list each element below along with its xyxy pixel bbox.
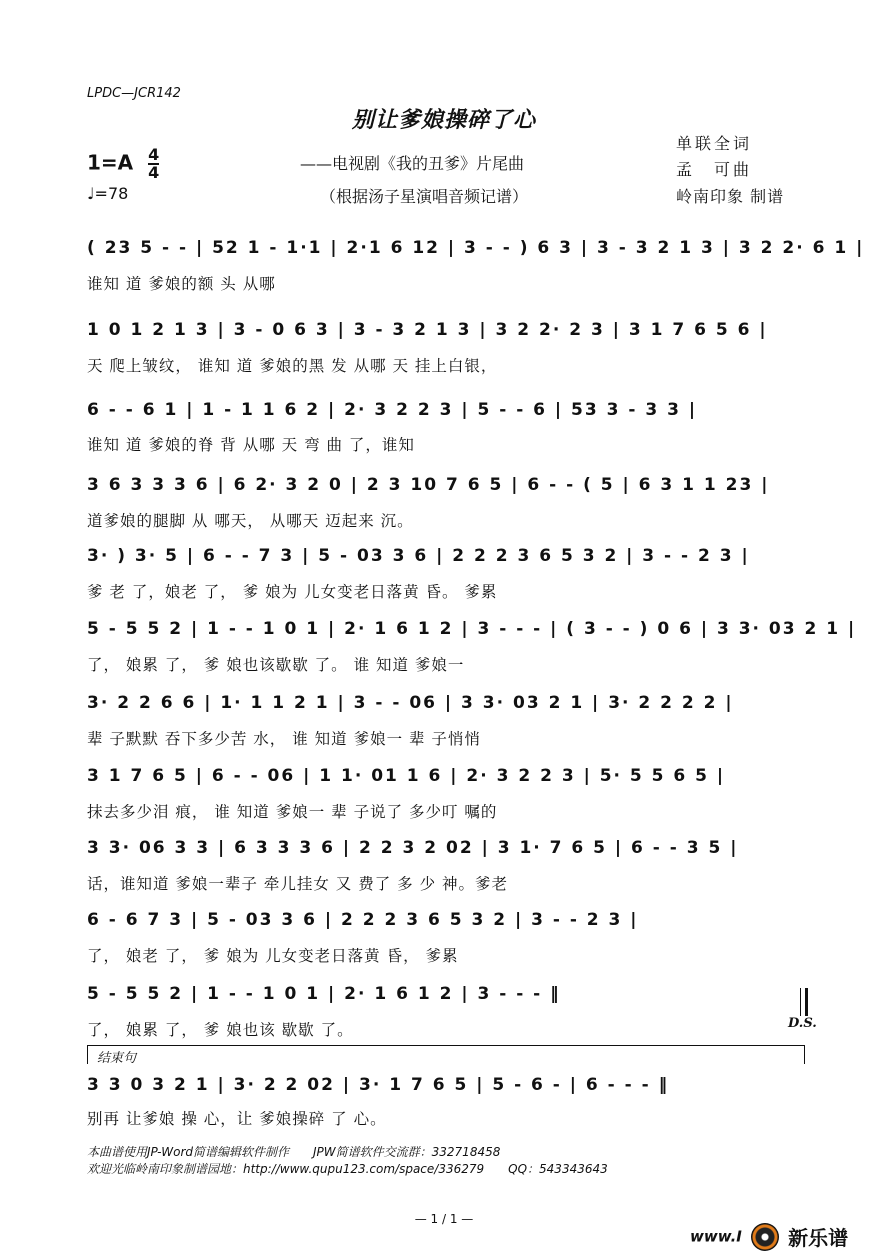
final-barline (800, 988, 808, 1016)
notation-line-8: 3 1 7 6 5 | 6 - - 06 | 1 1· 01 1 6 | 2· 3 2 2 3 | 5· 5 5 6 5 | (87, 766, 726, 786)
ending-label: 结束句 (97, 1051, 137, 1066)
song-title: 别让爹娘操碎了心 (351, 107, 536, 133)
footer-line-2: 欢迎光临岭南印象制谱园地：http://www.qupu123.com/space/336279 QQ：543343643 (87, 1162, 608, 1176)
lyric-line-11: 了， 娘累 了， 爹 娘也该 歇歇 了。 (87, 1021, 354, 1039)
notation-line-3: 6 - - 6 1 | 1 - 1 1 6 2 | 2· 3 2 2 3 | 5 - - 6 | 53 3 - 3 3 | (87, 400, 698, 420)
notation-line-12: 3 3 0 3 2 1 | 3· 2 2 02 | 3· 1 7 6 5 | 5 - 6 - | 6 - - - ‖ (87, 1075, 670, 1095)
lyric-line-1: 谁知 道 爹娘的额 头 从哪 (87, 275, 276, 293)
time-signature (148, 147, 159, 181)
time-denominator: 4 (148, 163, 160, 182)
lyric-line-5: 爹 老 了，娘老 了， 爹 娘为 儿女变老日落黄 昏。 爹累 (87, 583, 498, 601)
tempo-mark: ♩=78 (87, 184, 129, 203)
lyric-line-8: 抹去多少泪 痕， 谁 知道 爹娘一 辈 子说了 多少叮 嘱的 (87, 803, 498, 821)
lyric-line-9: 话，谁知道 爹娘一辈子 牵儿挂女 又 费了 多 少 神。爹老 (87, 875, 508, 893)
notation-line-6: 5 - 5 5 2 | 1 - - 1 0 1 | 2· 1 6 1 2 | 3 - - - | ( 3 - - ) 0 6 | 3 3· 03 2 1 | (87, 619, 857, 639)
lyric-line-12: 别再 让爹娘 操 心，让 爹娘操碎 了 心。 (87, 1110, 387, 1128)
notation-line-10: 6 - 6 7 3 | 5 - 03 3 6 | 2 2 2 3 6 5 3 2 | 3 - - 2 3 | (87, 910, 639, 930)
transcriber-credit: 岭南印象 制谱 (676, 187, 785, 206)
dal-segno-mark: D.S. (788, 1016, 817, 1031)
composer-credit: 孟 可曲 (676, 160, 753, 179)
lyricist-credit: 单联全词 (676, 134, 753, 153)
key-signature (87, 147, 159, 181)
ending-bracket (87, 1045, 805, 1064)
watermark-url: www.I (690, 1227, 742, 1246)
time-numerator: 4 (148, 145, 160, 164)
notation-line-5: 3· ) 3· 5 | 6 - - 7 3 | 5 - 03 3 6 | 2 2 2 3 6 5 3 2 | 3 - - 2 3 | (87, 546, 750, 566)
footer-line-1: 本曲谱使用JP-Word简谱编辑软件制作 JPW简谱软件交流群：332718458 (87, 1145, 501, 1159)
watermark-name: 新乐谱 (788, 1226, 849, 1250)
site-watermark (690, 1222, 848, 1251)
key-label: 1=A (87, 150, 134, 175)
notation-line-9: 3 3· 06 3 3 | 6 3 3 3 6 | 2 2 3 2 02 | 3 1· 7 6 5 | 6 - - 3 5 | (87, 838, 739, 858)
notation-line-1: ( 23 5 - - | 52 1 - 1·1 | 2·1 6 12 | 3 - - ) 6 3 | 3 - 3 2 1 3 | 3 2 2· 6 1 | (87, 238, 865, 258)
notation-line-7: 3· 2 2 6 6 | 1· 1 1 2 1 | 3 - - 06 | 3 3· 03 2 1 | 3· 2 2 2 2 | (87, 693, 734, 713)
lyric-line-4: 道爹娘的腿脚 从 哪天， 从哪天 迈起来 沉。 (87, 512, 414, 530)
page-number: — 1 / 1 — (414, 1212, 474, 1226)
lyric-line-7: 辈 子默默 吞下多少苦 水， 谁 知道 爹娘一 辈 子悄悄 (87, 730, 481, 748)
record-disc-icon (751, 1223, 779, 1251)
lyric-line-2: 天 爬上皱纹， 谁知 道 爹娘的黑 发 从哪 天 挂上白银， (87, 357, 498, 375)
transcription-note: （根据汤子星演唱音频记谱） (320, 187, 529, 206)
subtitle: ——电视剧《我的丑爹》片尾曲 (300, 154, 525, 173)
notation-line-4: 3 6 3 3 3 6 | 6 2· 3 2 0 | 2 3 10 7 6 5 | 6 - - ( 5 | 6 3 1 1 23 | (87, 475, 770, 495)
notation-line-11: 5 - 5 5 2 | 1 - - 1 0 1 | 2· 1 6 1 2 | 3 - - - ‖ (87, 984, 561, 1004)
score-code: LPDC—JCR142 (87, 86, 181, 101)
lyric-line-6: 了， 娘累 了， 爹 娘也该歇歇 了。 谁 知道 爹娘一 (87, 656, 465, 674)
notation-line-2: 1 0 1 2 1 3 | 3 - 0 6 3 | 3 - 3 2 1 3 | 3 2 2· 2 3 | 3 1 7 6 5 6 | (87, 320, 768, 340)
lyric-line-10: 了， 娘老 了， 爹 娘为 儿女变老日落黄 昏， 爹累 (87, 947, 459, 965)
lyric-line-3: 谁知 道 爹娘的脊 背 从哪 天 弯 曲 了，谁知 (87, 436, 415, 454)
